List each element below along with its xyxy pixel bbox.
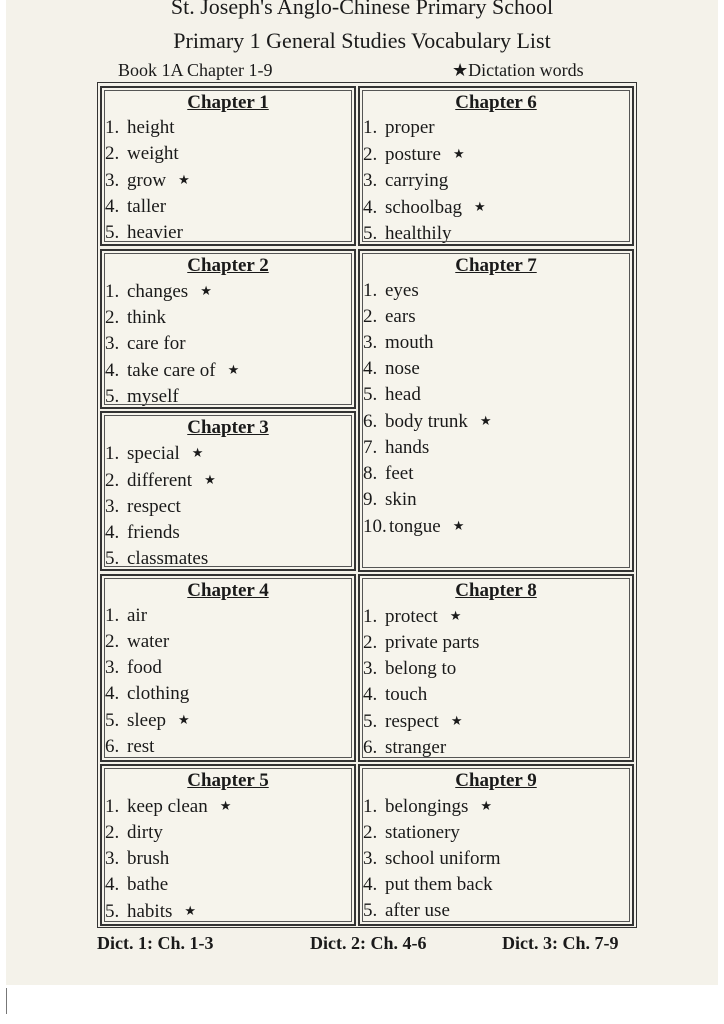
vocabulary-item xyxy=(102,820,354,846)
item-number: 3. xyxy=(363,658,378,679)
item-number: 4. xyxy=(363,874,378,895)
vocabulary-word: protect xyxy=(385,606,438,627)
item-number: 5. xyxy=(363,711,378,732)
item-number: 5. xyxy=(105,901,120,922)
item-number: 4. xyxy=(363,358,378,379)
vocabulary-item xyxy=(360,330,632,356)
vocabulary-word: care for xyxy=(127,333,186,354)
vocabulary-item xyxy=(360,630,632,656)
vocabulary-word: grow xyxy=(127,170,167,191)
vocabulary-item xyxy=(102,734,354,760)
vocabulary-word: respect xyxy=(385,711,439,732)
vocabulary-item xyxy=(360,278,632,304)
item-number: 4. xyxy=(105,196,120,217)
item-number: 1. xyxy=(363,280,378,301)
vocabulary-word: mouth xyxy=(385,332,434,353)
dictation-star-icon: ★ xyxy=(474,199,486,214)
chapter-box xyxy=(100,764,356,926)
vocabulary-item xyxy=(102,331,354,357)
vocabulary-item xyxy=(360,408,632,435)
chapter-box xyxy=(358,249,634,572)
chapter-box xyxy=(358,574,634,762)
item-number: 4. xyxy=(105,360,120,381)
item-number: 1. xyxy=(363,796,378,817)
vocabulary-word: proper xyxy=(385,117,435,138)
vocabulary-word: posture xyxy=(385,144,441,165)
dictation-star-icon: ★ xyxy=(178,712,190,727)
vocabulary-item xyxy=(102,384,354,410)
dictation-star-icon: ★ xyxy=(449,608,462,623)
chapter-heading: Chapter 8 xyxy=(455,580,537,601)
vocabulary-item xyxy=(102,603,354,629)
item-number: 5. xyxy=(363,223,378,244)
vocabulary-item xyxy=(102,546,354,572)
vocabulary-word: put them back xyxy=(385,874,493,895)
vocabulary-item xyxy=(102,494,354,520)
vocabulary-item xyxy=(102,141,354,167)
item-number: 6. xyxy=(105,736,120,757)
item-number: 5. xyxy=(105,710,120,731)
vocabulary-word: belong to xyxy=(385,658,457,679)
item-number: 5. xyxy=(105,548,120,569)
dictation-star-icon: ★ xyxy=(219,798,232,813)
chapter-box xyxy=(100,249,356,409)
item-number: 4. xyxy=(105,683,120,704)
vocabulary-item xyxy=(102,707,354,734)
vocabulary-item xyxy=(102,305,354,331)
vocabulary-item xyxy=(102,278,354,305)
vocabulary-word: stationery xyxy=(385,822,460,843)
item-number: 6. xyxy=(363,737,378,758)
dictation-star-icon: ★ xyxy=(204,472,216,487)
vocabulary-item xyxy=(360,356,632,382)
item-number: 1. xyxy=(105,443,120,464)
vocabulary-item xyxy=(360,141,632,168)
item-number: 10. xyxy=(363,516,387,537)
vocabulary-item xyxy=(102,898,354,925)
dictation-star-icon: ★ xyxy=(480,798,493,813)
chapter-box xyxy=(100,574,356,762)
dictation-star-icon: ★ xyxy=(479,413,492,428)
chapter-heading: Chapter 3 xyxy=(187,417,269,438)
vocabulary-word: myself xyxy=(127,386,179,407)
document-title: Primary 1 General Studies Vocabulary List xyxy=(173,28,551,53)
vocabulary-item xyxy=(102,681,354,707)
vocabulary-word: brush xyxy=(127,848,170,869)
scan-edge-line xyxy=(6,988,7,1014)
vocabulary-word: belongings xyxy=(385,796,469,817)
vocabulary-word: private parts xyxy=(385,632,480,653)
chapter-box xyxy=(100,86,356,246)
vocabulary-item xyxy=(102,872,354,898)
chapter-heading: Chapter 7 xyxy=(455,255,537,276)
vocabulary-item xyxy=(360,168,632,194)
vocabulary-item xyxy=(102,467,354,494)
vocabulary-word: food xyxy=(127,657,162,678)
item-number: 3. xyxy=(105,657,120,678)
vocabulary-word: feet xyxy=(385,463,414,484)
item-number: 3. xyxy=(363,332,378,353)
vocabulary-item xyxy=(360,872,632,898)
vocabulary-item xyxy=(102,115,354,141)
vocabulary-word: ears xyxy=(385,306,416,327)
item-number: 5. xyxy=(105,222,120,243)
vocabulary-word: respect xyxy=(127,496,181,517)
chapter-box xyxy=(358,86,634,246)
vocabulary-word: dirty xyxy=(127,822,163,843)
vocabulary-word: changes xyxy=(127,281,189,302)
school-name: St. Joseph's Anglo-Chinese Primary School xyxy=(170,0,554,19)
vocabulary-word: carrying xyxy=(385,170,449,191)
chapter-box xyxy=(100,411,356,571)
vocabulary-word: tongue xyxy=(389,516,441,537)
item-number: 2. xyxy=(105,470,120,491)
item-number: 5. xyxy=(363,384,378,405)
vocabulary-item xyxy=(102,846,354,872)
vocabulary-word: nose xyxy=(385,358,420,379)
vocabulary-item xyxy=(360,513,632,540)
vocabulary-word: friends xyxy=(127,522,180,543)
item-number: 2. xyxy=(363,144,378,165)
vocabulary-word: think xyxy=(127,307,167,328)
vocabulary-word: height xyxy=(127,117,175,138)
chapter-heading: Chapter 1 xyxy=(187,92,269,113)
item-number: 2. xyxy=(363,306,378,327)
vocabulary-word: body trunk xyxy=(385,411,468,432)
vocabulary-item xyxy=(102,793,354,820)
item-number: 1. xyxy=(105,281,120,302)
vocabulary-word: water xyxy=(127,631,170,652)
vocabulary-word: air xyxy=(127,605,148,626)
vocabulary-item xyxy=(360,708,632,735)
vocabulary-word: school uniform xyxy=(385,848,501,869)
vocabulary-item xyxy=(102,629,354,655)
vocabulary-word: heavier xyxy=(127,222,183,243)
vocabulary-word: bathe xyxy=(127,874,169,895)
vocabulary-word: take care of xyxy=(127,360,216,381)
chapter-heading: Chapter 5 xyxy=(187,770,269,791)
item-number: 1. xyxy=(363,117,378,138)
item-number: 4. xyxy=(105,522,120,543)
item-number: 5. xyxy=(363,900,378,921)
item-number: 1. xyxy=(105,796,120,817)
book-chapter-range: Book 1A Chapter 1-9 xyxy=(118,60,273,80)
vocabulary-item xyxy=(102,357,354,384)
vocabulary-word: special xyxy=(127,443,180,464)
vocabulary-word: schoolbag xyxy=(385,197,463,218)
item-number: 2. xyxy=(363,632,378,653)
item-number: 4. xyxy=(105,874,120,895)
dictation-1-note: Dict. 1: Ch. 1-3 xyxy=(97,933,214,953)
vocabulary-word: hands xyxy=(385,437,430,458)
dictation-star-icon: ★ xyxy=(452,518,465,533)
vocabulary-word: stranger xyxy=(385,737,447,758)
item-number: 3. xyxy=(105,170,120,191)
dictation-2-note: Dict. 2: Ch. 4-6 xyxy=(310,933,427,953)
dictation-star-icon: ★ xyxy=(452,146,465,161)
vocabulary-word: sleep xyxy=(127,710,167,731)
vocabulary-word: weight xyxy=(127,143,179,164)
vocabulary-item xyxy=(360,461,632,487)
item-number: 2. xyxy=(363,822,378,843)
vocabulary-item xyxy=(360,820,632,846)
item-number: 3. xyxy=(363,848,378,869)
vocabulary-word: classmates xyxy=(127,548,209,569)
dictation-star-icon: ★ xyxy=(200,283,212,298)
item-number: 4. xyxy=(363,197,378,218)
item-number: 3. xyxy=(105,848,120,869)
item-number: 2. xyxy=(105,143,120,164)
vocabulary-word: taller xyxy=(127,196,167,217)
dictation-star-icon: ★ xyxy=(450,713,463,728)
vocabulary-item xyxy=(360,115,632,141)
vocabulary-item xyxy=(102,167,354,194)
dictation-3-note: Dict. 3: Ch. 7-9 xyxy=(502,933,619,953)
item-number: 1. xyxy=(105,605,120,626)
vocabulary-word: keep clean xyxy=(127,796,208,817)
chapter-heading: Chapter 4 xyxy=(187,580,269,601)
item-number: 3. xyxy=(105,496,120,517)
vocabulary-item xyxy=(102,440,354,467)
vocabulary-word: healthily xyxy=(385,223,452,244)
vocabulary-item xyxy=(102,520,354,546)
vocabulary-item xyxy=(360,735,632,761)
chapter-heading: Chapter 2 xyxy=(187,255,269,276)
item-number: 4. xyxy=(363,684,378,705)
item-number: 5. xyxy=(105,386,120,407)
item-number: 2. xyxy=(105,631,120,652)
vocabulary-item xyxy=(360,487,632,513)
vocabulary-item xyxy=(360,656,632,682)
item-number: 7. xyxy=(363,437,378,458)
vocabulary-item xyxy=(360,435,632,461)
vocabulary-item xyxy=(360,682,632,708)
vocabulary-item xyxy=(360,793,632,820)
item-number: 2. xyxy=(105,822,120,843)
vocabulary-word: habits xyxy=(127,901,173,922)
vocabulary-item xyxy=(360,221,632,247)
dictation-star-icon: ★ xyxy=(227,362,240,377)
item-number: 1. xyxy=(105,117,120,138)
item-number: 8. xyxy=(363,463,378,484)
chapter-box xyxy=(358,764,634,926)
item-number: 2. xyxy=(105,307,120,328)
chapter-heading: Chapter 6 xyxy=(455,92,537,113)
vocabulary-item xyxy=(102,655,354,681)
dictation-star-icon: ★ xyxy=(184,903,197,918)
vocabulary-item xyxy=(360,603,632,630)
item-number: 1. xyxy=(363,606,378,627)
vocabulary-item xyxy=(102,194,354,220)
vocabulary-word: rest xyxy=(127,736,155,757)
vocabulary-word: skin xyxy=(385,489,417,510)
item-number: 9. xyxy=(363,489,378,510)
vocabulary-item xyxy=(360,846,632,872)
vocabulary-word: after use xyxy=(385,900,450,921)
vocabulary-word: head xyxy=(385,384,421,405)
vocabulary-word: touch xyxy=(385,684,428,705)
item-number: 6. xyxy=(363,411,378,432)
vocabulary-item xyxy=(360,304,632,330)
vocabulary-word: clothing xyxy=(127,683,190,704)
dictation-star-icon: ★ xyxy=(191,445,204,460)
vocabulary-item xyxy=(360,194,632,221)
vocabulary-item xyxy=(360,382,632,408)
dictation-legend: ★Dictation words xyxy=(452,60,584,80)
vocabulary-item xyxy=(360,898,632,924)
vocabulary-word: different xyxy=(127,470,193,491)
dictation-star-icon: ★ xyxy=(178,172,190,187)
vocabulary-word: eyes xyxy=(385,280,419,301)
chapter-heading: Chapter 9 xyxy=(455,770,537,791)
vocabulary-item xyxy=(102,220,354,246)
item-number: 3. xyxy=(105,333,120,354)
item-number: 3. xyxy=(363,170,378,191)
